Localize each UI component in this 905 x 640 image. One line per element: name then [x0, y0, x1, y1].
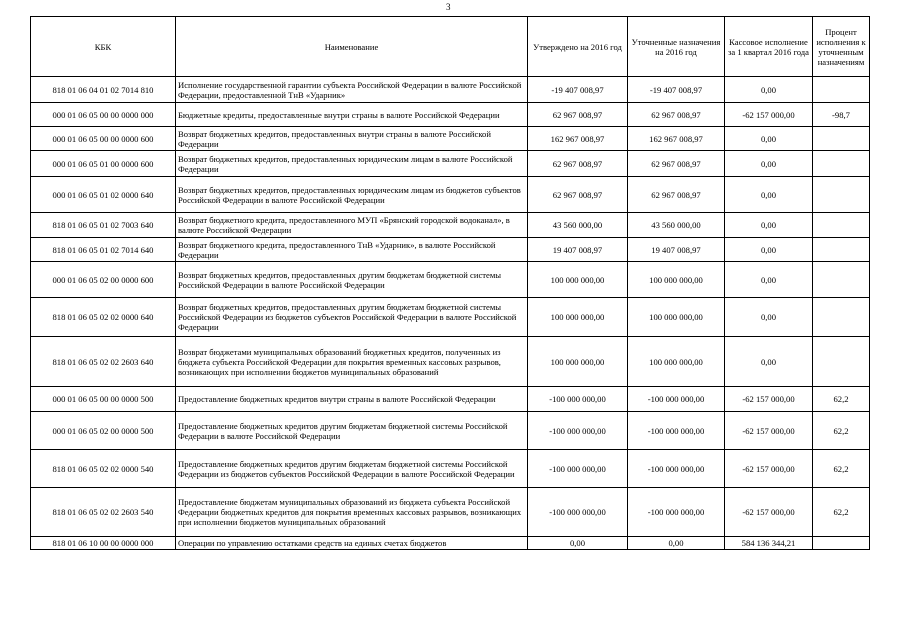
cell-cash: 0,00: [725, 151, 813, 177]
cell-percent: 62,2: [813, 387, 870, 412]
cell-cash: -62 157 000,00: [725, 488, 813, 537]
table-row: [31, 262, 870, 298]
cell-cash: -62 157 000,00: [725, 103, 813, 127]
cell-refined: 100 000 000,00: [628, 298, 725, 337]
table-row: [31, 103, 870, 127]
cell-cash: -62 157 000,00: [725, 387, 813, 412]
cell-cash: 584 136 344,21: [725, 537, 813, 550]
cell-approved: 19 407 008,97: [528, 238, 628, 262]
cell-refined: -100 000 000,00: [628, 412, 725, 450]
cell-percent: 62,2: [813, 488, 870, 537]
cell-kbk: 818 01 06 05 01 02 7014 640: [31, 238, 176, 262]
cell-percent: [813, 298, 870, 337]
header-kbk: КБК: [31, 17, 176, 77]
cell-cash: -62 157 000,00: [725, 412, 813, 450]
cell-cash: -62 157 000,00: [725, 450, 813, 488]
cell-refined: 43 560 000,00: [628, 213, 725, 238]
cell-kbk: 000 01 06 05 00 00 0000 000: [31, 103, 176, 127]
cell-kbk: 818 01 06 05 02 02 0000 540: [31, 450, 176, 488]
cell-refined: 62 967 008,97: [628, 151, 725, 177]
cell-name: Возврат бюджетных кредитов, предоставленных юридическим лицам из бюджетов субъектов Российской Федерации в валюте Российской Федерации: [176, 177, 528, 213]
header-cash: Кассовое исполнение за 1 квартал 2016 года: [725, 17, 813, 77]
cell-cash: 0,00: [725, 177, 813, 213]
cell-name: Предоставление бюджетам муниципальных образований из бюджета субъекта Российской Федерации бюджетных кредитов для покрытия временных кассовых разрывов, возникающих при исполнении бюджетов муниципальных образований: [176, 488, 528, 537]
cell-refined: 19 407 008,97: [628, 238, 725, 262]
cell-approved: 62 967 008,97: [528, 177, 628, 213]
cell-kbk: 818 01 06 05 02 02 0000 640: [31, 298, 176, 337]
table-header-row: [31, 17, 870, 77]
page-number: 3: [446, 2, 451, 12]
cell-kbk: 818 01 06 04 01 02 7014 810: [31, 77, 176, 103]
cell-percent: 62,2: [813, 412, 870, 450]
table-row: [31, 337, 870, 387]
cell-cash: 0,00: [725, 127, 813, 151]
cell-percent: [813, 238, 870, 262]
cell-kbk: 000 01 06 05 01 00 0000 600: [31, 151, 176, 177]
cell-name: Предоставление бюджетных кредитов другим бюджетам бюджетной системы Российской Федерации из бюджетов субъектов Российской Федерации в валюте Российской Федерации: [176, 450, 528, 488]
cell-name: Возврат бюджетного кредита, предоставленного ТнВ «Ударник», в валюте Российской Федерации: [176, 238, 528, 262]
header-percent: Процент исполнения к уточненным назначениям: [813, 17, 870, 77]
header-name: Наименование: [176, 17, 528, 77]
cell-percent: [813, 127, 870, 151]
cell-approved: -100 000 000,00: [528, 387, 628, 412]
table-row: [31, 177, 870, 213]
table-row: [31, 298, 870, 337]
table-row: [31, 387, 870, 412]
cell-cash: 0,00: [725, 213, 813, 238]
cell-approved: -100 000 000,00: [528, 412, 628, 450]
cell-name: Операции по управлению остатками средств на единых счетах бюджетов: [176, 537, 528, 550]
cell-approved: 43 560 000,00: [528, 213, 628, 238]
cell-refined: 62 967 008,97: [628, 177, 725, 213]
table-row: [31, 450, 870, 488]
cell-kbk: 000 01 06 05 01 02 0000 640: [31, 177, 176, 213]
cell-approved: 100 000 000,00: [528, 262, 628, 298]
cell-cash: 0,00: [725, 77, 813, 103]
cell-percent: [813, 537, 870, 550]
cell-percent: [813, 151, 870, 177]
cell-kbk: 818 01 06 05 02 02 2603 540: [31, 488, 176, 537]
cell-kbk: 000 01 06 05 00 00 0000 600: [31, 127, 176, 151]
table-row: [31, 77, 870, 103]
cell-refined: -100 000 000,00: [628, 488, 725, 537]
cell-refined: 100 000 000,00: [628, 262, 725, 298]
cell-percent: [813, 262, 870, 298]
cell-approved: -100 000 000,00: [528, 488, 628, 537]
cell-cash: 0,00: [725, 238, 813, 262]
table-body: [31, 77, 870, 550]
cell-cash: 0,00: [725, 262, 813, 298]
budget-table: [30, 16, 870, 550]
cell-approved: -100 000 000,00: [528, 450, 628, 488]
cell-name: Предоставление бюджетных кредитов другим бюджетам бюджетной системы Российской Федерации в валюте Российской Федерации: [176, 412, 528, 450]
cell-cash: 0,00: [725, 337, 813, 387]
cell-approved: 100 000 000,00: [528, 298, 628, 337]
table-row: [31, 488, 870, 537]
cell-refined: 162 967 008,97: [628, 127, 725, 151]
cell-name: Возврат бюджетных кредитов, предоставленных другим бюджетам бюджетной системы Российской Федерации в валюте Российской Федерации: [176, 262, 528, 298]
cell-name: Исполнение государственной гарантии субъекта Российской Федерации в валюте Российской Федерации, предоставленной ТнВ «Ударник»: [176, 77, 528, 103]
table-row: [31, 412, 870, 450]
cell-refined: 100 000 000,00: [628, 337, 725, 387]
cell-percent: [813, 337, 870, 387]
cell-approved: 162 967 008,97: [528, 127, 628, 151]
cell-kbk: 818 01 06 10 00 00 0000 000: [31, 537, 176, 550]
cell-approved: -19 407 008,97: [528, 77, 628, 103]
table-row: [31, 213, 870, 238]
cell-percent: 62,2: [813, 450, 870, 488]
cell-refined: -100 000 000,00: [628, 387, 725, 412]
cell-name: Возврат бюджетами муниципальных образований бюджетных кредитов, полученных из бюджета субъекта Российской Федерации для покрытия временных кассовых разрывов, возникающих при исполнении бюджетов муниципальных образований: [176, 337, 528, 387]
cell-refined: 62 967 008,97: [628, 103, 725, 127]
cell-name: Бюджетные кредиты, предоставленные внутри страны в валюте Российской Федерации: [176, 103, 528, 127]
table-row: [31, 537, 870, 550]
table-row: [31, 238, 870, 262]
cell-kbk: 000 01 06 05 00 00 0000 500: [31, 387, 176, 412]
header-refined: Уточненные назначения на 2016 год: [628, 17, 725, 77]
cell-percent: [813, 77, 870, 103]
cell-kbk: 000 01 06 05 02 00 0000 500: [31, 412, 176, 450]
cell-percent: [813, 213, 870, 238]
cell-percent: -98,7: [813, 103, 870, 127]
table-row: [31, 127, 870, 151]
cell-cash: 0,00: [725, 298, 813, 337]
cell-kbk: 818 01 06 05 02 02 2603 640: [31, 337, 176, 387]
cell-kbk: 000 01 06 05 02 00 0000 600: [31, 262, 176, 298]
table-row: [31, 151, 870, 177]
cell-name: Возврат бюджетных кредитов, предоставленных другим бюджетам бюджетной системы Российской Федерации из бюджетов субъектов Российской Федерации в валюте Российской Федерации: [176, 298, 528, 337]
cell-name: Предоставление бюджетных кредитов внутри страны в валюте Российской Федерации: [176, 387, 528, 412]
cell-approved: 62 967 008,97: [528, 151, 628, 177]
cell-name: Возврат бюджетных кредитов, предоставленных внутри страны в валюте Российской Федерации: [176, 127, 528, 151]
cell-approved: 62 967 008,97: [528, 103, 628, 127]
cell-kbk: 818 01 06 05 01 02 7003 640: [31, 213, 176, 238]
cell-percent: [813, 177, 870, 213]
cell-name: Возврат бюджетных кредитов, предоставленных юридическим лицам в валюте Российской Федерации: [176, 151, 528, 177]
cell-refined: 0,00: [628, 537, 725, 550]
cell-approved: 0,00: [528, 537, 628, 550]
cell-approved: 100 000 000,00: [528, 337, 628, 387]
header-approved: Утверждено на 2016 год: [528, 17, 628, 77]
cell-refined: -100 000 000,00: [628, 450, 725, 488]
cell-refined: -19 407 008,97: [628, 77, 725, 103]
cell-name: Возврат бюджетного кредита, предоставленного МУП «Брянский городской водоканал», в валюте Российской Федерации: [176, 213, 528, 238]
